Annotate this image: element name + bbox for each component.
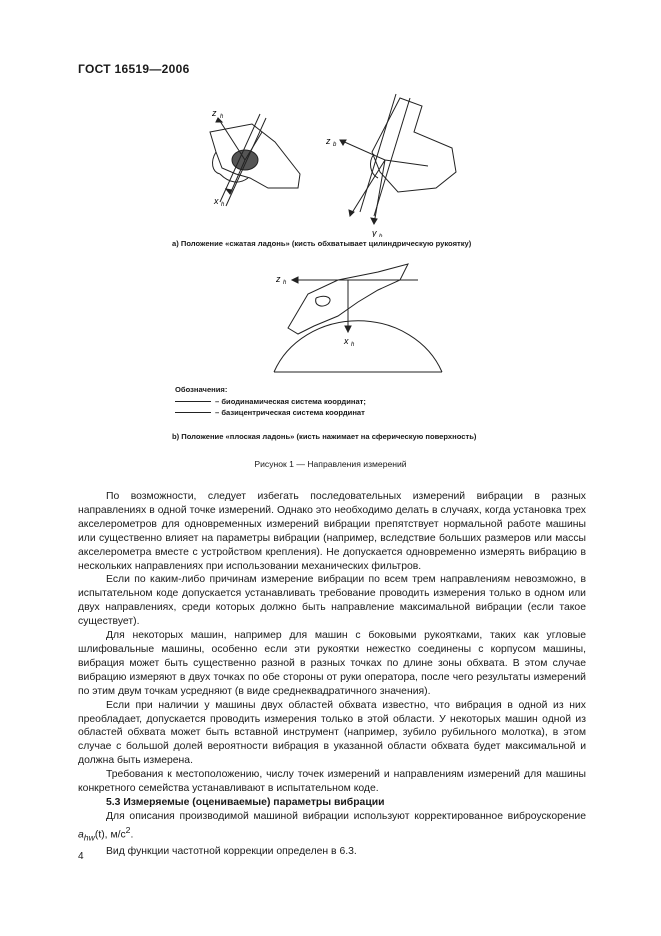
paragraph-text: Для описания производимой машиной вибрации используют корректированное виброускорение — [106, 810, 586, 822]
axis-label-zb: z — [326, 136, 331, 146]
symbol-a: a — [78, 829, 84, 841]
legend-line-solid — [175, 412, 211, 413]
paragraph — [78, 810, 586, 845]
axis-label-xh-b: x — [344, 336, 349, 346]
figure-title: Рисунок 1 — Направления измерений — [254, 459, 407, 469]
axis-label-yb: y — [372, 228, 377, 237]
sphere-surface — [274, 321, 442, 372]
figure-a-drawing — [200, 92, 470, 237]
paragraph: Для некоторых машин, например для машин с боковыми рукоятками, таких как угловые шлифовальные машины, особенно если эти рукоятки нежестко соединены с корпусом машины, вибрация может быть существенно разной в разных точках по длине зоны обхвата. В этом случае вибрацию измеряют в двух точках по обе стороны от руки оператора, после чего результаты измерений по этим двум точкам усредняют (в виде среднеквадратичного значения). — [78, 630, 586, 697]
section-heading: 5.3 Измеряемые (оцениваемые) параметры вибрации — [106, 796, 385, 808]
axis-sub-zb: b — [333, 142, 337, 148]
legend-item-label: – биодинамическая система координат; — [215, 397, 366, 406]
paragraph: По возможности, следует избегать последовательных измерений вибрации в разных направлениях в одной точке измерений. Однако это необходимо делать в случаях, когда установка трех акселерометров для одновременных измерений вибрации препятствует нормальной работе машины или существенно влияет на параметры вибрации (например, вследствие больших размеров или массы акселерометра вместе с устройством крепления). Не допускается одновременно измерять вибрацию в нескольких направлениях при использовании механических фильтров. — [78, 491, 586, 572]
axis-sub-zh-b: h — [283, 280, 287, 286]
axis-sub-xh: h — [221, 202, 225, 208]
legend-line-solid — [175, 401, 211, 402]
page-number: 4 — [78, 851, 84, 862]
figure-b-drawing — [268, 258, 448, 376]
legend-item — [175, 396, 366, 407]
legend-item-label: – базицентрическая система координат — [215, 408, 365, 417]
paragraph-text: (t), м/с — [94, 829, 126, 841]
axis-label-zh: z — [212, 108, 217, 118]
axis-sub-yb: b — [379, 234, 383, 237]
legend-title: Обозначения: — [175, 385, 228, 394]
axis-label-zh-b: z — [276, 274, 281, 284]
figure-legend — [175, 385, 366, 418]
symbol-subscript: hw — [83, 832, 95, 843]
axis-sub-zh: h — [220, 114, 224, 120]
axis-sub-xh-b: h — [351, 342, 355, 348]
paragraph: Если при наличии у машины двух областей обхвата известно, что вибрация в одной из них преобладает, допускается проводить измерения только в этой области. У некоторых машин одной из областей обхвата может быть вставной инструмент (например, зубило рубильного молотка), в этом случае с большой долей вероятности вибрация в указанной области обхвата будет максимальной и должна быть измерена. — [78, 699, 586, 767]
paragraph-text: . — [130, 829, 134, 841]
paragraph: Требования к местоположению, числу точек измерений и направлениям измерений для машины конкретного семейства устанавливают в испытательном коде. — [78, 769, 586, 795]
legend-item — [175, 407, 366, 418]
left-hand-grip — [210, 114, 300, 206]
unit-superscript: 2 — [125, 824, 131, 835]
document-header: ГОСТ 16519—2006 — [78, 62, 190, 76]
axis-label-xh: x — [214, 196, 219, 206]
figure-caption-a: a) Положение «сжатая ладонь» (кисть обхватывает цилиндрическую рукоятку) — [172, 239, 472, 248]
paragraph: Если по каким-либо причинам измерение вибрации по всем трем направлениям невозможно, в испытательном коде допускается устанавливать требование проводить измерения только в одном или двух направлениях, среди которых должно быть направление максимальной вибрации (если такое существует). — [78, 574, 586, 628]
paragraph: Вид функции частотной коррекции определен в 6.3. — [106, 846, 357, 858]
figure-caption-b: b) Положение «плоская ладонь» (кисть нажимает на сферическую поверхность) — [172, 432, 477, 441]
body-text — [78, 490, 586, 859]
